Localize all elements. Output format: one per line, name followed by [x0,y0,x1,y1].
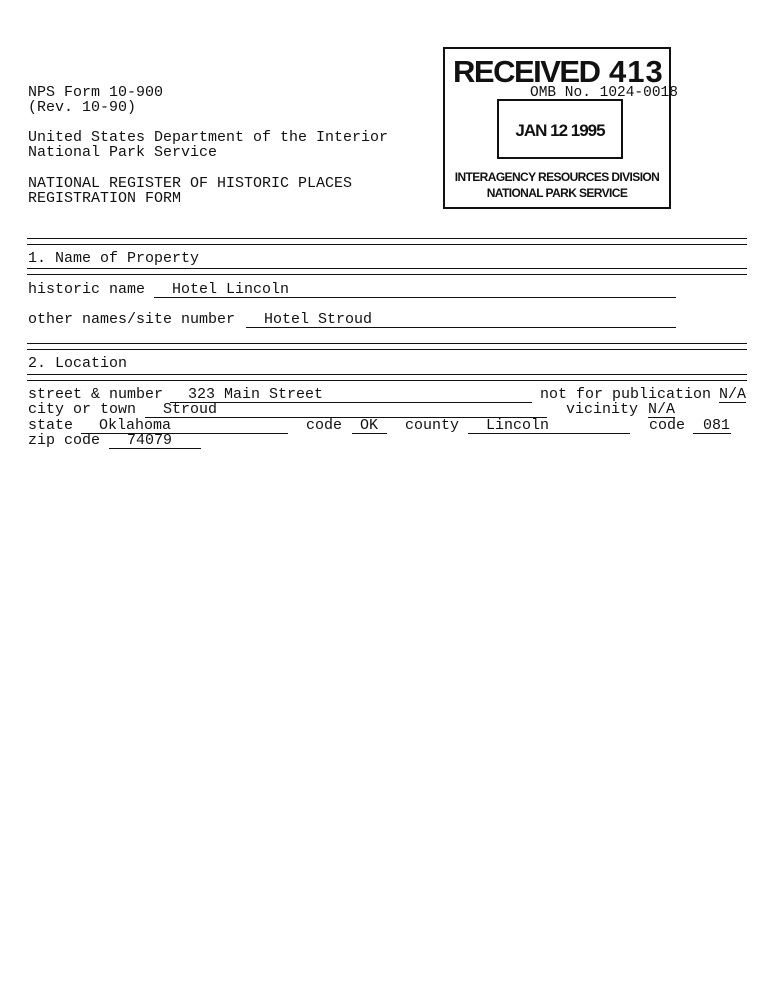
zip-label: zip code [28,432,101,449]
other-names-field[interactable]: Hotel Stroud [246,312,676,328]
street-label: street & number [28,386,164,403]
city-label: city or town [28,401,137,418]
stamp-division: INTERAGENCY RESOURCES DIVISION [454,170,660,184]
form-number: NPS Form 10-900 [28,84,164,101]
section1-heading: 1. Name of Property [28,250,200,267]
form-revision: (Rev. 10-90) [28,99,137,116]
county-field[interactable]: Lincoln [468,418,630,434]
department-name: United States Department of the Interior [28,129,389,146]
section-divider [27,374,747,381]
vicinity-label: vicinity [566,401,639,418]
register-name: NATIONAL REGISTER OF HISTORIC PLACES [28,175,353,192]
vicinity-value[interactable]: N/A [648,401,676,418]
other-names-label: other names/site number [28,311,236,328]
zip-field[interactable]: 74079 [109,433,201,449]
received-stamp [443,47,671,209]
section2-heading: 2. Location [28,355,128,372]
section-divider [27,238,747,245]
stamp-date: JAN 12 1995 [515,121,605,140]
form-title: REGISTRATION FORM [28,190,182,207]
street-field[interactable]: 323 Main Street [170,387,532,403]
state-code-label: code [306,417,343,434]
city-field[interactable]: Stroud [145,402,547,418]
not-for-publication-label: not for publication [540,386,712,403]
stamp-agency: NATIONAL PARK SERVICE [486,186,628,200]
section-divider [27,343,747,350]
section-divider [27,268,747,275]
stamp-received-number: 413 [609,54,664,89]
omb-number: OMB No. 1024-0018 [530,85,678,101]
stamp-received-label: RECEIVED [453,54,600,89]
county-code-label: code [649,417,686,434]
stamp-date-box [497,99,623,159]
county-code-field[interactable]: 081 [693,418,731,434]
service-name: National Park Service [28,144,218,161]
historic-name-field[interactable]: Hotel Lincoln [154,282,676,298]
state-label: state [28,417,74,434]
not-for-publication-value[interactable]: N/A [719,386,747,403]
historic-name-label: historic name [28,281,146,298]
county-label: county [405,417,460,434]
state-code-field[interactable]: OK [352,418,387,434]
state-field[interactable]: Oklahoma [81,418,288,434]
